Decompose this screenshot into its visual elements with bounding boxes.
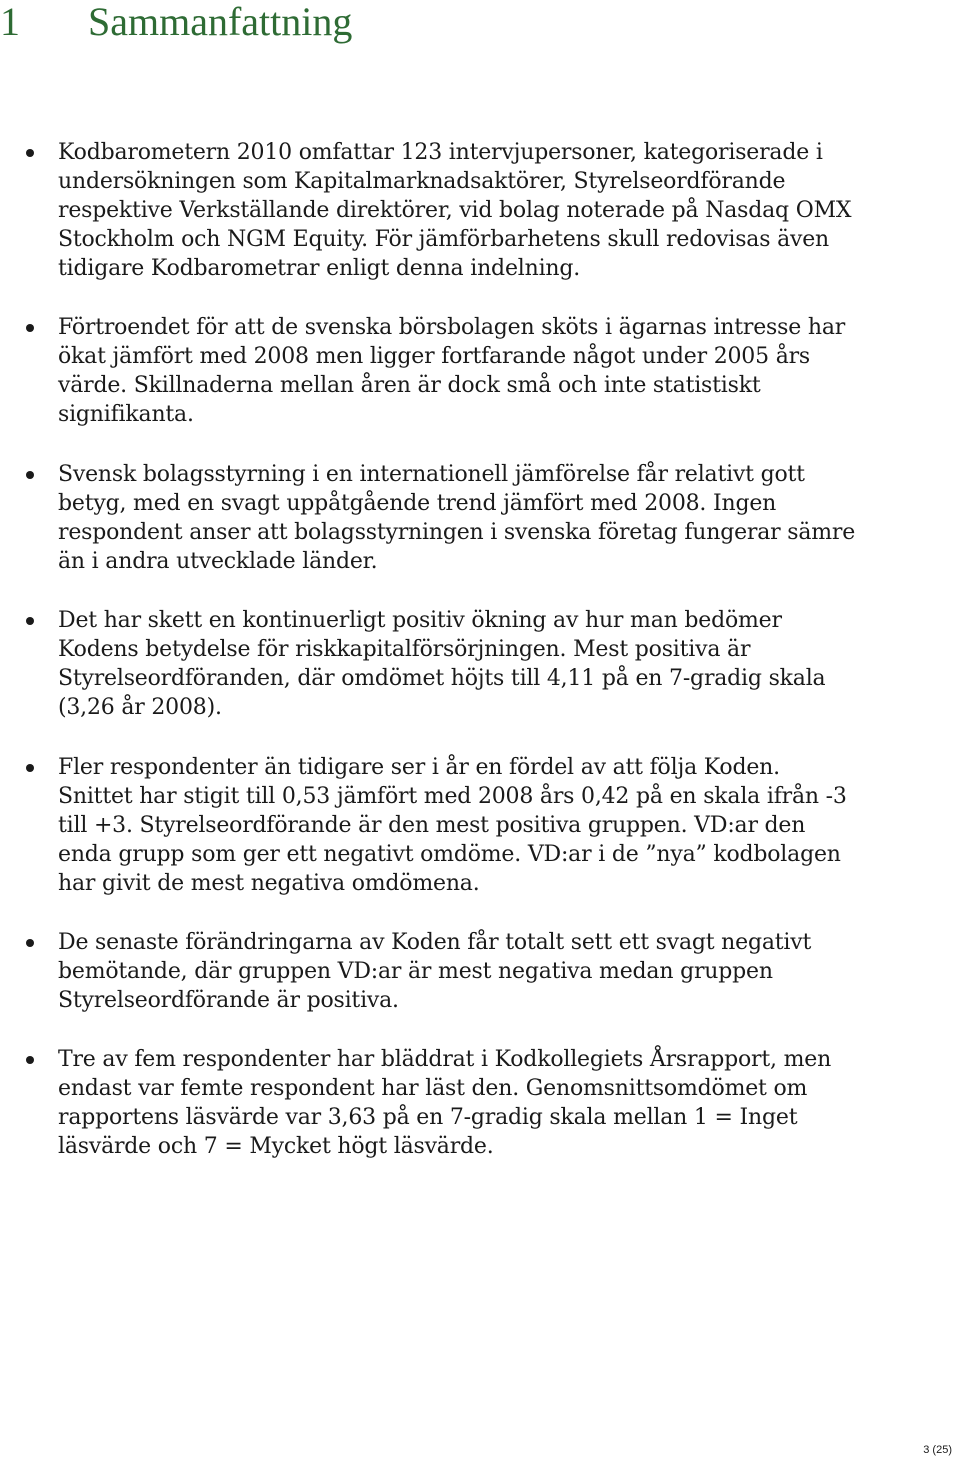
bullet-text: Fler respondenter än tidigare ser i år en fördel av att följa Koden. Snittet har stigit till 0,53 jämfört med 2008 års 0,42 på en skala ifrån -3 till +3. Styrelseordförande är den mest positiva gruppen. VD:ar den enda grupp som ger ett negativt omdöme. VD:ar i de ”nya” kodbolagen har givit de mest negativa omdömena. bbox=[58, 755, 847, 896]
bullet-icon bbox=[26, 939, 34, 947]
bullet-icon bbox=[26, 324, 34, 332]
bullet-icon bbox=[26, 1056, 34, 1064]
bullet-text: Kodbarometern 2010 omfattar 123 intervjupersoner, kategoriserade i undersökningen som Kapitalmarknadsaktörer, Styrelseordförande respektive Verkställande direktörer, vid bolag noterade på Nasdaq OMX Stockholm och NGM Equity. För jämförbarhetens skull redovisas även tidigare Kodbarometrar enligt denna indelning. bbox=[58, 140, 852, 281]
summary-bullet-2 bbox=[26, 313, 856, 429]
summary-bullet-7 bbox=[26, 1045, 856, 1161]
summary-bullet-4 bbox=[26, 606, 856, 722]
section-title: Sammanfattning bbox=[88, 0, 353, 44]
summary-bullet-5 bbox=[26, 753, 856, 898]
bullet-text: Förtroendet för att de svenska börsbolagen sköts i ägarnas intresse har ökat jämfört med 2008 men ligger fortfarande något under 2005 års värde. Skillnaderna mellan åren är dock små och inte statistiskt signifikanta. bbox=[58, 315, 846, 427]
bullet-icon bbox=[26, 617, 34, 625]
summary-bullet-6 bbox=[26, 928, 856, 1015]
page-number: 3 (25) bbox=[923, 1444, 952, 1456]
bullet-text: Tre av fem respondenter har bläddrat i Kodkollegiets Årsrapport, men endast var femte respondent har läst den. Genomsnittsomdömet om rapportens läsvärde var 3,63 på en 7-gradig skala mellan 1 = Inget läsvärde och 7 = Mycket högt läsvärde. bbox=[58, 1047, 832, 1159]
bullet-text: De senaste förändringarna av Koden får totalt sett ett svagt negativt bemötande, där gruppen VD:ar är mest negativa medan gruppen Styrelseordförande är positiva. bbox=[58, 930, 812, 1013]
bullet-text: Det har skett en kontinuerligt positiv ökning av hur man bedömer Kodens betydelse för riskkapitalförsörjningen. Mest positiva är Styrelseordföranden, där omdömet höjts till 4,11 på en 7-gradig skala (3,26 år 2008). bbox=[58, 608, 826, 720]
bullet-icon bbox=[26, 764, 34, 772]
bullet-icon bbox=[26, 471, 34, 479]
bullet-icon bbox=[26, 149, 34, 157]
summary-bullet-3 bbox=[26, 460, 856, 576]
section-number: 1 bbox=[0, 0, 20, 44]
summary-bullet-1 bbox=[26, 138, 856, 283]
bullet-text: Svensk bolagsstyrning i en internationell jämförelse får relativt gott betyg, med en svagt uppåtgående trend jämfört med 2008. Ingen respondent anser att bolagsstyrningen i svenska företag fungerar sämre än i andra utvecklade länder. bbox=[58, 462, 856, 574]
